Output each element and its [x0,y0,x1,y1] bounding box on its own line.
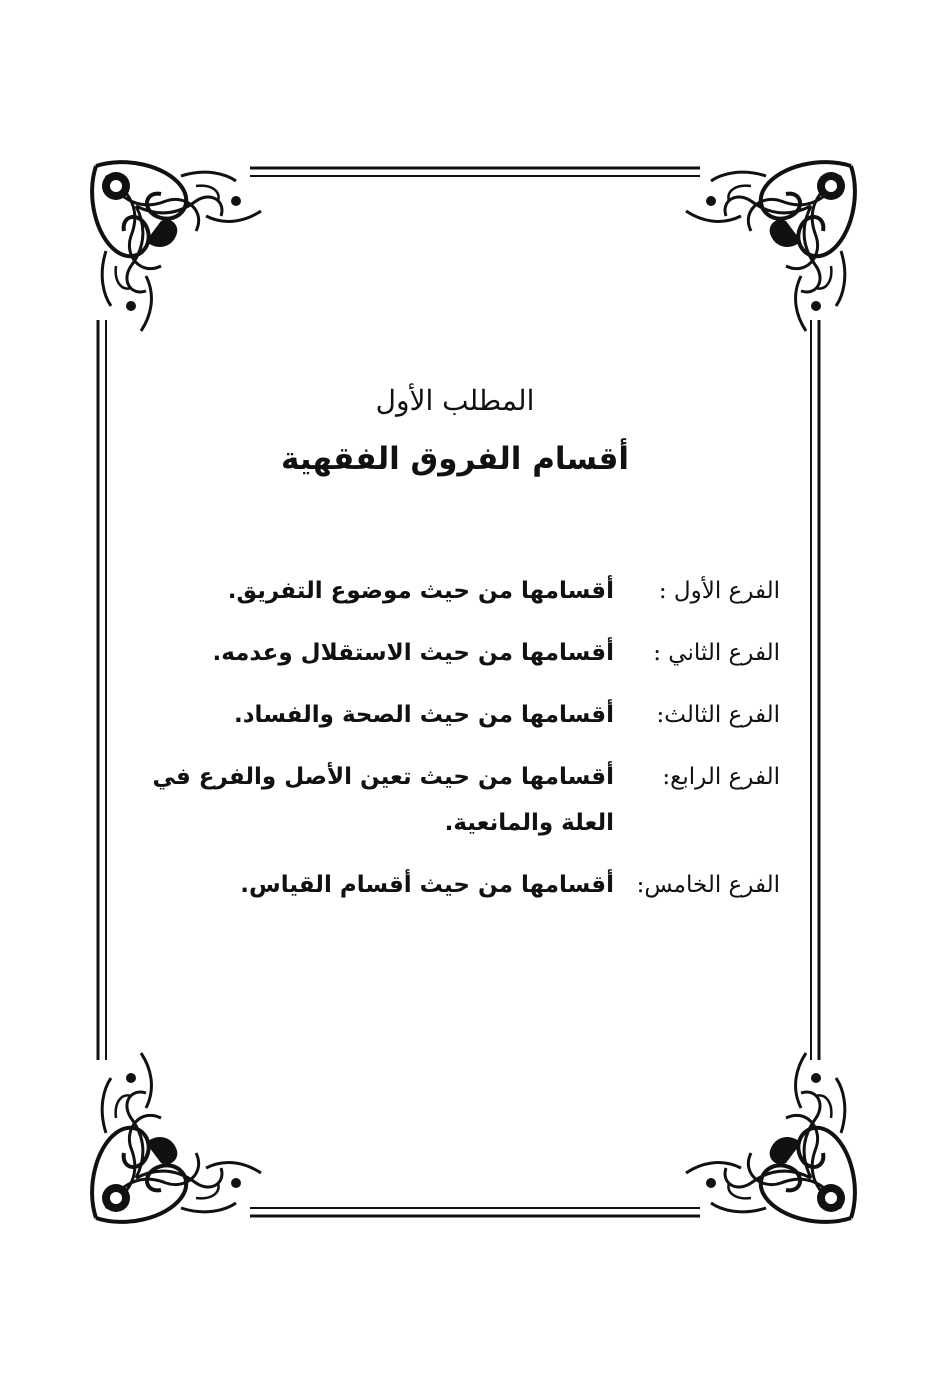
branch-label: الفرع الثالث: [656,702,780,728]
branch-item [130,862,780,908]
branch-item [130,754,780,846]
branch-text: أقسامها من حيث الاستقلال وعدمه. [212,640,614,666]
branch-text: أقسامها من حيث أقسام القياس. [240,872,614,898]
section-title: أقسام الفروق الفقهية [280,441,630,477]
branch-label: الفرع الثاني : [653,640,780,666]
branch-list [130,568,780,908]
branch-item [130,568,780,614]
branch-label: الفرع الخامس: [636,872,780,898]
branch-label: الفرع الرابع: [662,764,780,790]
page-content [130,370,780,924]
branch-item [130,630,780,676]
branch-text: أقسامها من حيث الصحة والفساد. [234,702,614,728]
section-label: المطلب الأول [375,384,535,417]
branch-text: أقسامها من حيث موضوع التفريق. [227,578,614,604]
branch-label: الفرع الأول : [658,578,780,604]
branch-text: أقسامها من حيث تعين الأصل والفرع في العلة والمانعية. [152,764,614,836]
branch-item [130,692,780,738]
